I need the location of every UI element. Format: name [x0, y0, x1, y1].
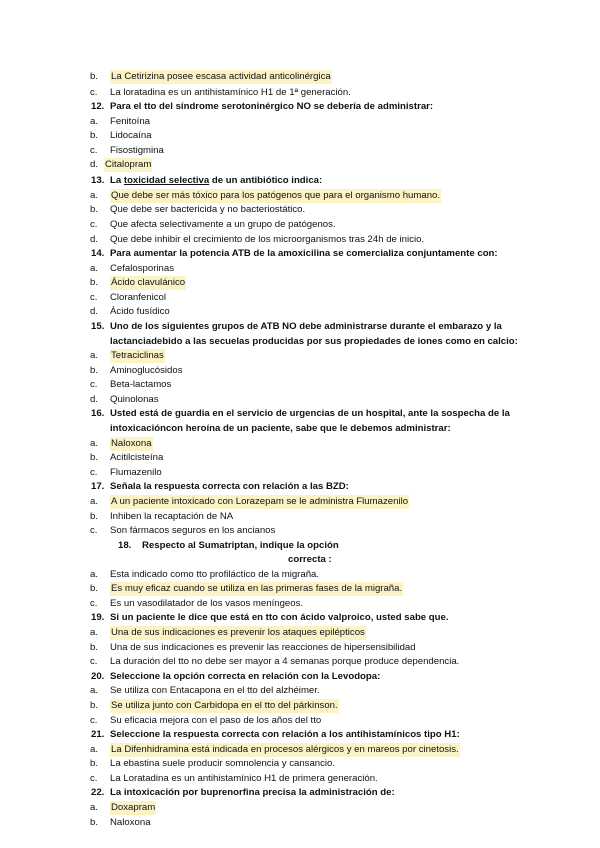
answer-option: b. La Cetirizina posee escasa actividad anticolinérgica [90, 71, 331, 82]
answer-option: d. Citalopram [90, 159, 152, 170]
highlighted-answer: Una de sus indicaciones es prevenir los ataques epilépticos [111, 627, 365, 638]
question-12: 12. Para el tto del síndrome serotoninérgico NO se debería de administrar: [91, 101, 434, 112]
answer-option: a. Una de sus indicaciones es prevenir los ataques epilépticos [90, 627, 365, 638]
answer-option: c. Cloranfenicol [90, 292, 166, 303]
highlighted-answer: La Cetirizina posee escasa actividad anticolinérgica [111, 71, 331, 82]
answer-option: b. Naloxona [90, 817, 151, 828]
answer-option: c. Son fármacos seguros en los ancianos [90, 525, 276, 536]
answer-option: a. Cefalosporinas [90, 263, 174, 274]
answer-option: c. Fisostigmina [90, 145, 164, 156]
answer-option: a. Doxapram [90, 802, 156, 813]
highlighted-answer: Es muy eficaz cuando se utiliza en las primeras fases de la migraña. [111, 583, 403, 594]
answer-option: c. La loratadina es un antihistamínico H1 de 1ª generación. [90, 87, 351, 98]
question-17: 17. Señala la respuesta correcta con relación a las BZD: [91, 481, 349, 492]
answer-option: c. La Loratadina es un antihistamínico H1 de primera generación. [90, 773, 378, 784]
answer-option: b. Acitilcisteína [90, 452, 164, 463]
highlighted-answer: Que debe ser más tóxico para los patógenos que para el organismo humano. [111, 190, 441, 201]
highlighted-answer: Citalopram [105, 159, 152, 170]
question-16-continuation: intoxicacióncon heroína de un paciente, sabe que le debemos administrar: [110, 423, 451, 434]
answer-option: b. Ácido clavulánico [90, 277, 186, 288]
answer-option: c. Su eficacia mejora con el paso de los años del tto [90, 715, 322, 726]
answer-option: d. Ácido fusídico [90, 306, 170, 317]
question-14: 14. Para aumentar la potencia ATB de la amoxicilina se comercializa conjuntamente con: [91, 248, 498, 259]
answer-option: a. Que debe ser más tóxico para los patógenos que para el organismo humano. [90, 190, 441, 201]
question-18: 18. Respecto al Sumatriptan, indique la opción [118, 540, 339, 551]
question-16: 16. Usted está de guardia en el servicio de urgencias de un hospital, ante la sospecha de la [91, 408, 510, 419]
highlighted-answer: Ácido clavulánico [111, 277, 186, 288]
highlighted-answer: La Difenhidramina está indicada en procesos alérgicos y en mareos por cinetosis. [111, 744, 459, 755]
question-18-continuation: correcta : [288, 554, 332, 565]
underlined-term: toxicidad selectiva [123, 175, 210, 186]
answer-option: b. La ebastina suele producir somnolencia y cansancio. [90, 758, 336, 769]
answer-option: a. A un paciente intoxicado con Lorazepam se le administra Flumazenilo [90, 496, 409, 507]
answer-option: c. Flumazenilo [90, 467, 162, 478]
answer-option: a. Naloxona [90, 438, 152, 449]
highlighted-answer: Se utiliza junto con Carbidopa en el tto del párkinson. [111, 700, 338, 711]
question-22: 22. La intoxicación por buprenorfina precisa la administración de: [91, 787, 395, 798]
answer-option: b. Aminoglucósidos [90, 365, 183, 376]
highlighted-answer: A un paciente intoxicado con Lorazepam se le administra Flumazenilo [111, 496, 409, 507]
question-15: 15. Uno de los siguientes grupos de ATB NO debe administrarse durante el embarazo y la [91, 321, 502, 332]
question-13: 13. La toxicidad selectiva de un antibiótico indica: [91, 175, 323, 186]
question-15-continuation: lactanciadebido a las secuelas producidas por sus propiedades de iones como en calcio: [110, 336, 518, 347]
answer-option: b. Una de sus indicaciones es prevenir las reacciones de hipersensibilidad [90, 642, 416, 653]
answer-option: b. Inhiben la recaptación de NA [90, 511, 234, 522]
answer-option: a. Fenitoína [90, 116, 151, 127]
answer-option: d. Quinolonas [90, 394, 159, 405]
answer-option: a. La Difenhidramina está indicada en procesos alérgicos y en mareos por cinetosis. [90, 744, 459, 755]
question-21: 21. Seleccione la respuesta correcta con relación a los antihistamínicos tipo H1: [91, 729, 460, 740]
answer-option: d. Que debe inhibir el crecimiento de los microorganismos tras 24h de inicio. [90, 234, 425, 245]
answer-option: c. La duración del tto no debe ser mayor a 4 semanas porque produce dependencia. [90, 656, 460, 667]
answer-option: c. Es un vasodilatador de los vasos meníngeos. [90, 598, 304, 609]
answer-option: c. Beta-lactamos [90, 379, 172, 390]
answer-option: a. Se utiliza con Entacapona en el tto del alzhéimer. [90, 685, 320, 696]
question-20: 20. Seleccione la opción correcta en relación con la Levodopa: [91, 671, 381, 682]
answer-option: b. Se utiliza junto con Carbidopa en el tto del párkinson. [90, 700, 338, 711]
answer-option: c. Que afecta selectivamente a un grupo de patógenos. [90, 219, 336, 230]
question-19: 19. Si un paciente le dice que está en tto con ácido valproico, usted sabe que. [91, 612, 449, 623]
answer-option: a. Esta indicado como tto profiláctico de la migraña. [90, 569, 320, 580]
answer-option: b. Es muy eficaz cuando se utiliza en las primeras fases de la migraña. [90, 583, 403, 594]
highlighted-answer: Doxapram [111, 802, 156, 813]
answer-option: b. Lidocaína [90, 130, 152, 141]
answer-option: b. Que debe ser bactericida y no bacteriostático. [90, 204, 306, 215]
highlighted-answer: Tetraciclinas [111, 350, 164, 361]
highlighted-answer: Naloxona [111, 438, 152, 449]
answer-option: a. Tetraciclinas [90, 350, 164, 361]
